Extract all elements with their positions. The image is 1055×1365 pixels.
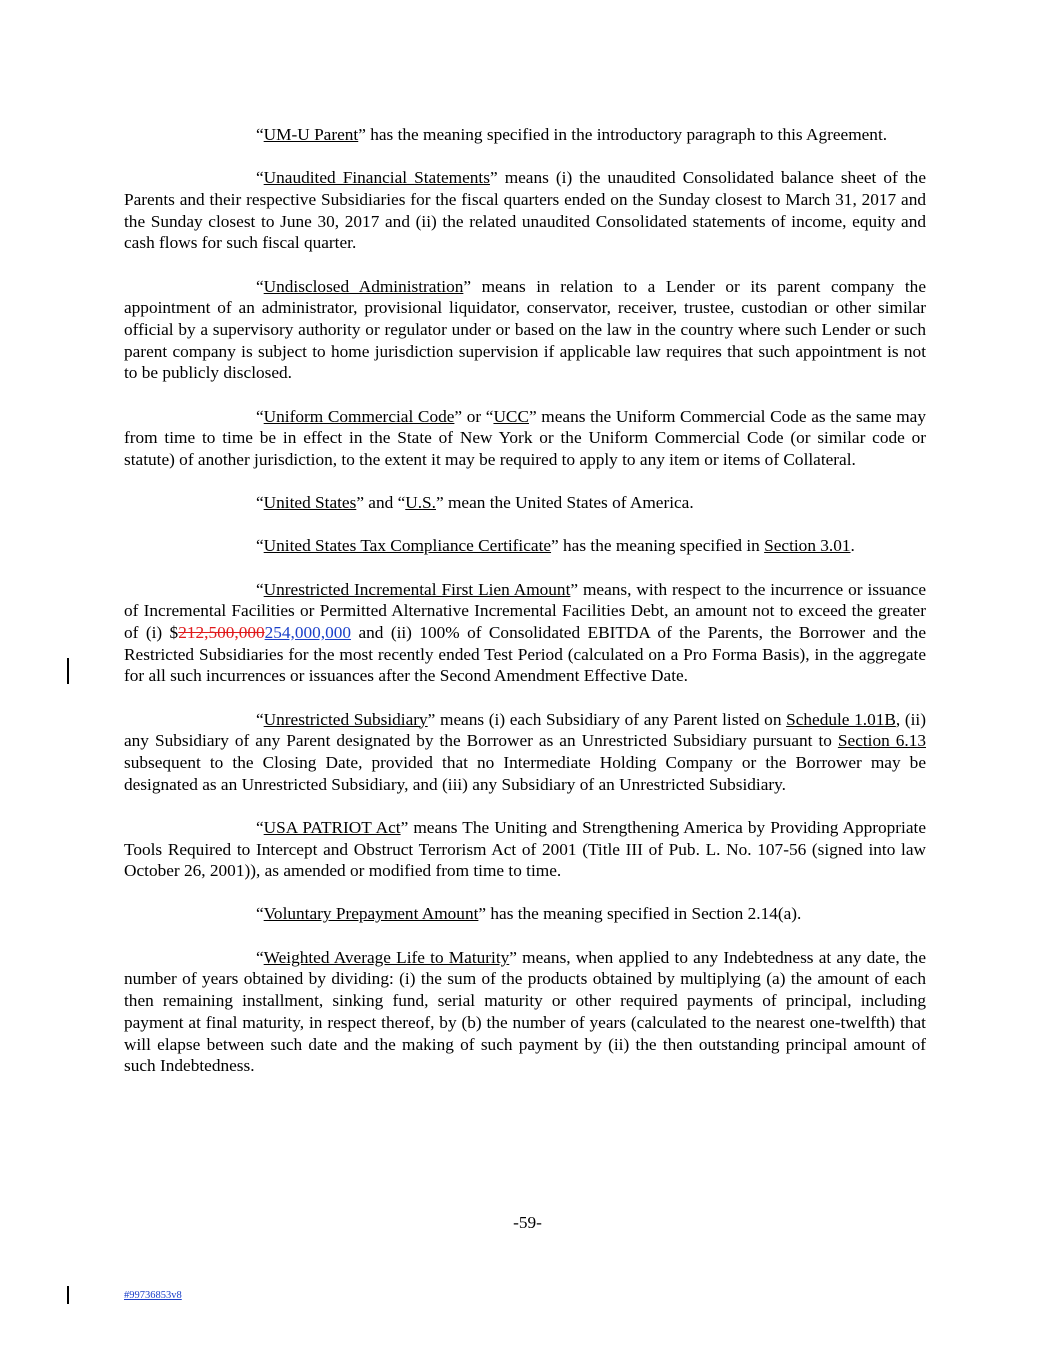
defined-term: Uniform Commercial Code (263, 406, 455, 426)
definition-undisclosed-administration: “Undisclosed Administration” means in relation to a Lender or its parent company the appointment of an administrator, provisional liquidator, conservator, receiver, trustee, custodian or other similar official by a supervisory authority or regulator under or based on the law in the country where such Lender or such parent company is subject to home jurisdiction supervision if applicable law requires that such appointment is not to be publicly disclosed. (124, 276, 926, 383)
definition-voluntary-prepayment: “Voluntary Prepayment Amount” has the meaning specified in Section 2.14(a). (256, 904, 802, 924)
definition-tax-compliance-certificate: “United States Tax Compliance Certificate” has the meaning specified in Section 3.01. (256, 536, 855, 556)
defined-term: UCC (493, 406, 529, 426)
revision-change-bar (67, 658, 69, 684)
defined-term: Unaudited Financial Statements (263, 168, 490, 188)
definition-unaudited-financial-statements: “Unaudited Financial Statements” means (i) the unaudited Consolidated balance sheet of the Parents and their respective Subsidiaries for the fiscal quarters ended on the Sunday closest to March 31, 2017 and the Sunday closest to June 30, 2017 and (ii) the related unaudited Consolidated statements of income, equity and cash flows for such fiscal quarter. (124, 168, 926, 253)
defined-term: United States Tax Compliance Certificate (263, 536, 552, 556)
definition-united-states: “United States” and “U.S.” mean the United States of America. (256, 493, 694, 513)
revision-change-bar (67, 1286, 69, 1304)
deleted-amount: 212,500,000 (178, 622, 265, 642)
definition-unrestricted-incremental: “Unrestricted Incremental First Lien Amount” means, with respect to the incurrence or issuance of Incremental Facilities or Permitted Alternative Incremental Facilities Debt, an amount not to exceed the greater of (i) $212,500,000254,000,000 and (ii) 100% of Consolidated EBITDA of the Parents, the Borrower and the Restricted Subsidiaries for the most recently ended Test Period (calculated on a Pro Forma Basis), in the aggregate for all such incurrences or issuances after the Second Amendment Effective Date. (124, 579, 927, 686)
definition-usa-patriot-act: “USA PATRIOT Act” means The Uniting and Strengthening America by Providing Appropriate Tools Required to Intercept and Obstruct Terrorism Act of 2001 (Title III of Pub. L. No. 107-56 (signed into law October 26, 2001)), as amended or modified from time to time. (124, 817, 926, 881)
defined-term: Unrestricted Subsidiary (263, 709, 428, 729)
schedule-reference: Schedule 1.01B (786, 709, 896, 729)
definition-weighted-average-life: “Weighted Average Life to Maturity” means, when applied to any Indebtedness at any date, the number of years obtained by dividing: (i) the sum of the products obtained by multiplying (a) the amount of each then remaining installment, sinking fund, serial maturity or other required payments of principal, including payment at final maturity, in respect thereof, by (b) the number of years (calculated to the nearest one-twelfth) that will elapse between such date and the making of such payment by (ii) the then outstanding principal amount of such Indebtedness. (124, 947, 926, 1076)
defined-term: UM-U Parent (263, 125, 359, 144)
defined-term: Voluntary Prepayment Amount (263, 904, 479, 924)
defined-term: U.S. (405, 493, 436, 513)
document-body (124, 124, 926, 1098)
defined-term: Undisclosed Administration (263, 276, 464, 296)
section-reference: Section 3.01 (764, 536, 851, 556)
defined-term: United States (263, 493, 357, 513)
definition-um-u-parent: “UM-U Parent” has the meaning specified in the introductory paragraph to this Agreement. (256, 125, 888, 144)
definition-unrestricted-subsidiary: “Unrestricted Subsidiary” means (i) each Subsidiary of any Parent listed on Schedule 1.01B, (ii) any Subsidiary of any Parent designated by the Borrower as an Unrestricted Subsidiary pursuant to Section 6.13 subsequent to the Closing Date, provided that no Intermediate Holding Company or the Borrower may be designated as an Unrestricted Subsidiary, and (iii) any Subsidiary of an Unrestricted Subsidiary. (124, 709, 926, 794)
defined-term: Weighted Average Life to Maturity (263, 947, 510, 967)
inserted-amount: 254,000,000 (264, 622, 352, 642)
defined-term: Unrestricted Incremental First Lien Amount (263, 579, 571, 599)
defined-term: USA PATRIOT Act (263, 817, 401, 837)
section-reference: Section 6.13 (837, 731, 926, 751)
page-number: -59- (513, 1213, 542, 1232)
document-id-link[interactable]: #99736853v8 (124, 1290, 182, 1301)
definition-uniform-commercial-code: “Uniform Commercial Code” or “UCC” means the Uniform Commercial Code as the same may from time to time be in effect in the State of New York or the Uniform Commercial Code (or similar code or statute) of another jurisdiction, to the extent it may be required to apply to any item or items of Collateral. (124, 406, 926, 469)
